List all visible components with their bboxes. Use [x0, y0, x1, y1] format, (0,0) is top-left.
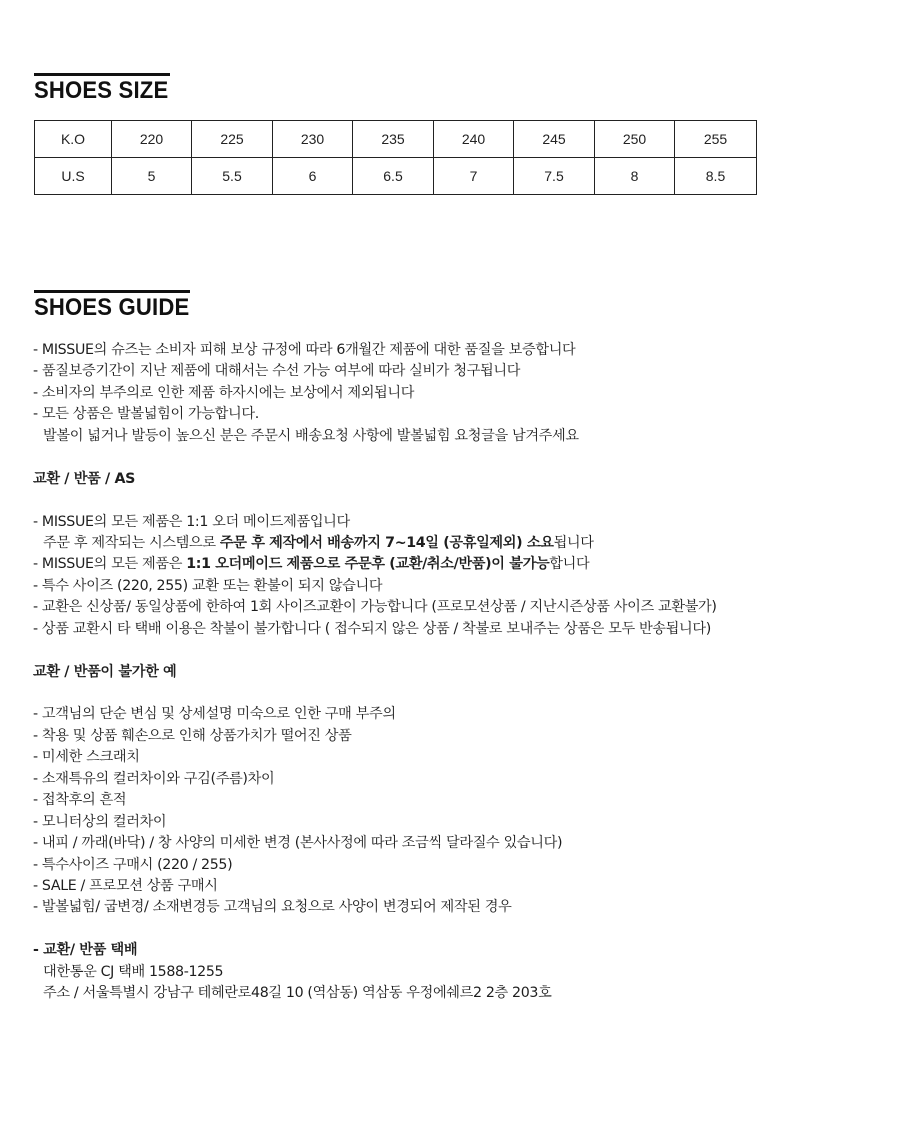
exchange-heading: 교환 / 반품 / AS	[33, 470, 135, 487]
size-row-label: K.O	[35, 121, 112, 158]
spacer	[33, 447, 893, 468]
size-cell: 225	[192, 121, 273, 158]
size-cell: 6	[273, 158, 353, 195]
spacer	[33, 490, 893, 511]
size-cell: 7	[434, 158, 514, 195]
size-cell: 235	[353, 121, 434, 158]
text: - MISSUE의 모든 제품은	[33, 556, 187, 573]
not-allowed-item: - 내피 / 까래(바닥) / 창 사양의 미세한 변경 (본사사정에 따라 조금씩 달라질수 있습니다)	[33, 835, 563, 852]
warranty-line: - 품질보증기간이 지난 제품에 대해서는 수선 가능 여부에 따라 실비가 청구됩니다	[33, 363, 521, 380]
emphasis-text: 1:1 오더메이드 제품으로 주문후 (교환/취소/반품)이 불가능	[186, 556, 550, 573]
courier-heading: - 교환/ 반품 택배	[33, 942, 138, 959]
size-row-us	[35, 158, 757, 195]
exchange-line: - 상품 교환시 타 택배 이용은 착불이 불가합니다 ( 접수되지 않은 상품 / 착불로 보내주는 상품은 모두 반송됩니다)	[33, 620, 711, 637]
size-section-title: SHOES SIZE	[34, 77, 169, 104]
size-cell: 8	[595, 158, 675, 195]
size-cell: 7.5	[514, 158, 595, 195]
size-cell: 250	[595, 121, 675, 158]
guide-body	[33, 340, 893, 1005]
spacer	[33, 683, 893, 704]
not-allowed-item: - 미세한 스크래치	[33, 749, 140, 766]
guide-title-rule	[34, 290, 190, 293]
size-cell: 5	[112, 158, 192, 195]
size-cell: 240	[434, 121, 514, 158]
text: 합니다	[549, 556, 590, 573]
warranty-line: - MISSUE의 슈즈는 소비자 피해 보상 규정에 따라 6개월간 제품에 대한 품질을 보증합니다	[33, 342, 576, 358]
exchange-line: - MISSUE의 모든 제품은 1:1 오더 메이드제품입니다	[33, 513, 350, 530]
size-row-ko	[35, 121, 757, 158]
not-allowed-item: - 발볼넓힘/ 굽변경/ 소재변경등 고객님의 요청으로 사양이 변경되어 제작된 경우	[33, 899, 512, 916]
size-cell: 5.5	[192, 158, 273, 195]
not-allowed-item: - 모니터상의 컬러차이	[33, 813, 167, 830]
guide-section-title: SHOES GUIDE	[34, 294, 190, 321]
courier-address: 주소 / 서울특별시 강남구 테헤란로48길 10 (역삼동) 역삼동 우정에쉐르2 2층 203호	[43, 985, 552, 1002]
size-row-label: U.S	[35, 158, 112, 195]
spacer	[33, 919, 893, 940]
not-allowed-item: - 특수사이즈 구매시 (220 / 255)	[33, 856, 233, 873]
exchange-line	[33, 554, 893, 575]
exchange-line: - 특수 사이즈 (220, 255) 교환 또는 환불이 되지 않습니다	[33, 577, 383, 594]
text: 주문 후 제작되는 시스템으로	[43, 534, 220, 551]
courier-company: 대한통운 CJ 택배 1588-1255	[43, 963, 224, 980]
text: 됩니다	[553, 534, 594, 551]
not-allowed-item: - SALE / 프로모션 상품 구매시	[33, 877, 218, 894]
size-cell: 8.5	[675, 158, 757, 195]
not-allowed-item: - 착용 및 상품 훼손으로 인해 상품가치가 떨어진 상품	[33, 727, 352, 744]
size-cell: 245	[514, 121, 595, 158]
size-table	[34, 120, 757, 195]
not-allowed-item: - 접착후의 흔적	[33, 792, 127, 809]
exchange-line	[33, 533, 893, 554]
warranty-line: 발볼이 넓거나 발등이 높으신 분은 주문시 배송요청 사항에 발볼넓힘 요청글을 남겨주세요	[43, 427, 579, 444]
size-title-rule	[34, 73, 170, 76]
warranty-line: - 소비자의 부주의로 인한 제품 하자시에는 보상에서 제외됩니다	[33, 384, 415, 401]
size-cell: 220	[112, 121, 192, 158]
warranty-line: - 모든 상품은 발볼넓힘이 가능합니다.	[33, 406, 259, 423]
spacer	[33, 640, 893, 661]
not-allowed-heading: 교환 / 반품이 불가한 예	[33, 663, 177, 680]
size-cell: 230	[273, 121, 353, 158]
size-cell: 255	[675, 121, 757, 158]
exchange-line: - 교환은 신상품/ 동일상품에 한하여 1회 사이즈교환이 가능합니다 (프로모션상품 / 지난시즌상품 사이즈 교환불가)	[33, 599, 717, 616]
emphasis-text: 주문 후 제작에서 배송까지 7~14일 (공휴일제외) 소요	[219, 534, 554, 551]
not-allowed-item: - 고객님의 단순 변심 및 상세설명 미숙으로 인한 구매 부주의	[33, 706, 396, 723]
size-cell: 6.5	[353, 158, 434, 195]
not-allowed-item: - 소재특유의 컬러차이와 구김(주름)차이	[33, 770, 275, 787]
